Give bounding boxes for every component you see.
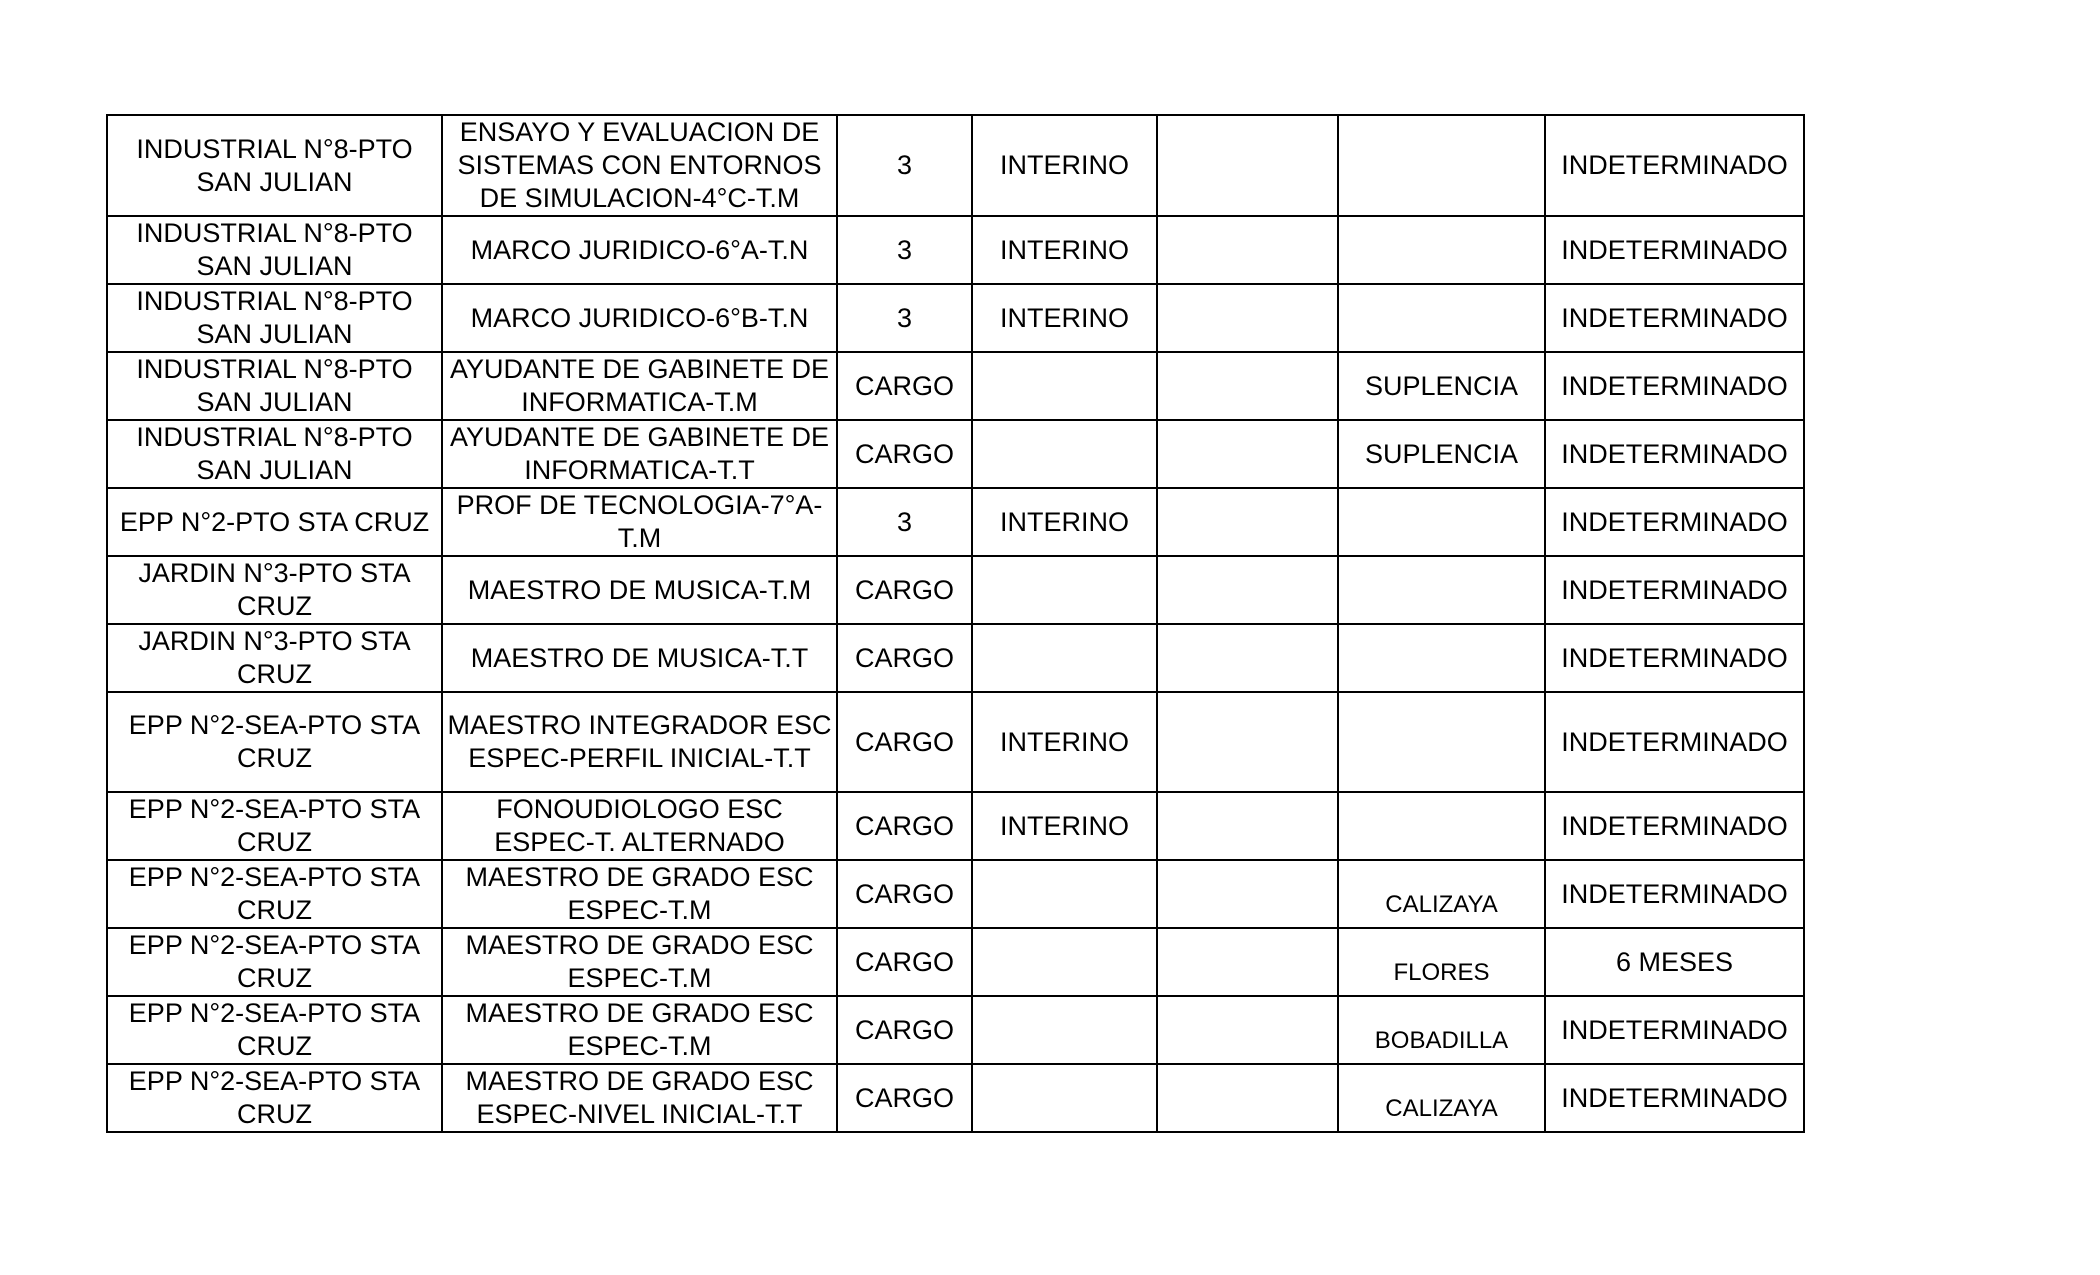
school-cell: EPP N°2-SEA-PTO STA CRUZ bbox=[107, 996, 442, 1064]
hours-cell: 3 bbox=[837, 216, 972, 284]
subject-cell: MARCO JURIDICO-6°A-T.N bbox=[442, 216, 837, 284]
duration-cell: INDETERMINADO bbox=[1545, 792, 1804, 860]
school-cell: INDUSTRIAL N°8-PTO SAN JULIAN bbox=[107, 284, 442, 352]
duration-cell: INDETERMINADO bbox=[1545, 556, 1804, 624]
table-row bbox=[107, 1064, 1804, 1132]
replacement-cell bbox=[1338, 692, 1545, 792]
duration-cell: INDETERMINADO bbox=[1545, 488, 1804, 556]
blank-cell bbox=[1157, 860, 1338, 928]
status-cell: INTERINO bbox=[972, 115, 1157, 216]
status-cell bbox=[972, 1064, 1157, 1132]
replacement-cell bbox=[1338, 115, 1545, 216]
hours-cell: CARGO bbox=[837, 928, 972, 996]
school-cell: EPP N°2-SEA-PTO STA CRUZ bbox=[107, 928, 442, 996]
duration-cell: INDETERMINADO bbox=[1545, 352, 1804, 420]
blank-cell bbox=[1157, 624, 1338, 692]
status-cell bbox=[972, 928, 1157, 996]
table-row bbox=[107, 352, 1804, 420]
replacement-cell: SUPLENCIA bbox=[1338, 352, 1545, 420]
subject-cell: FONOUDIOLOGO ESC ESPEC-T. ALTERNADO bbox=[442, 792, 837, 860]
duration-cell: INDETERMINADO bbox=[1545, 420, 1804, 488]
subject-cell: MAESTRO INTEGRADOR ESC ESPEC-PERFIL INICIAL-T.T bbox=[442, 692, 837, 792]
subject-cell: MAESTRO DE GRADO ESC ESPEC-T.M bbox=[442, 860, 837, 928]
replacement-cell: FLORES bbox=[1338, 928, 1545, 996]
subject-cell: MAESTRO DE MUSICA-T.M bbox=[442, 556, 837, 624]
table-row bbox=[107, 556, 1804, 624]
blank-cell bbox=[1157, 1064, 1338, 1132]
duration-cell: INDETERMINADO bbox=[1545, 216, 1804, 284]
table-row bbox=[107, 624, 1804, 692]
school-cell: INDUSTRIAL N°8-PTO SAN JULIAN bbox=[107, 216, 442, 284]
subject-cell: MARCO JURIDICO-6°B-T.N bbox=[442, 284, 837, 352]
hours-cell: 3 bbox=[837, 488, 972, 556]
hours-cell: 3 bbox=[837, 284, 972, 352]
school-cell: EPP N°2-PTO STA CRUZ bbox=[107, 488, 442, 556]
blank-cell bbox=[1157, 115, 1338, 216]
blank-cell bbox=[1157, 556, 1338, 624]
hours-cell: 3 bbox=[837, 115, 972, 216]
school-cell: INDUSTRIAL N°8-PTO SAN JULIAN bbox=[107, 352, 442, 420]
duration-cell: INDETERMINADO bbox=[1545, 624, 1804, 692]
subject-cell: AYUDANTE DE GABINETE DE INFORMATICA-T.T bbox=[442, 420, 837, 488]
blank-cell bbox=[1157, 216, 1338, 284]
subject-cell: MAESTRO DE GRADO ESC ESPEC-NIVEL INICIAL-T.T bbox=[442, 1064, 837, 1132]
status-cell: INTERINO bbox=[972, 284, 1157, 352]
school-cell: EPP N°2-SEA-PTO STA CRUZ bbox=[107, 860, 442, 928]
subject-cell: MAESTRO DE GRADO ESC ESPEC-T.M bbox=[442, 996, 837, 1064]
table-row bbox=[107, 115, 1804, 216]
blank-cell bbox=[1157, 792, 1338, 860]
table-row bbox=[107, 488, 1804, 556]
table-row bbox=[107, 792, 1804, 860]
table-row bbox=[107, 692, 1804, 792]
duration-cell: INDETERMINADO bbox=[1545, 692, 1804, 792]
blank-cell bbox=[1157, 352, 1338, 420]
blank-cell bbox=[1157, 488, 1338, 556]
replacement-cell bbox=[1338, 216, 1545, 284]
subject-cell: ENSAYO Y EVALUACION DE SISTEMAS CON ENTORNOS DE SIMULACION-4°C-T.M bbox=[442, 115, 837, 216]
blank-cell bbox=[1157, 996, 1338, 1064]
school-cell: EPP N°2-SEA-PTO STA CRUZ bbox=[107, 792, 442, 860]
hours-cell: CARGO bbox=[837, 556, 972, 624]
positions-table bbox=[106, 114, 1805, 1133]
blank-cell bbox=[1157, 284, 1338, 352]
status-cell: INTERINO bbox=[972, 792, 1157, 860]
duration-cell: INDETERMINADO bbox=[1545, 115, 1804, 216]
replacement-cell bbox=[1338, 792, 1545, 860]
status-cell bbox=[972, 996, 1157, 1064]
table-row bbox=[107, 996, 1804, 1064]
school-cell: INDUSTRIAL N°8-PTO SAN JULIAN bbox=[107, 115, 442, 216]
subject-cell: MAESTRO DE MUSICA-T.T bbox=[442, 624, 837, 692]
school-cell: EPP N°2-SEA-PTO STA CRUZ bbox=[107, 1064, 442, 1132]
status-cell: INTERINO bbox=[972, 216, 1157, 284]
table-row bbox=[107, 860, 1804, 928]
status-cell bbox=[972, 352, 1157, 420]
replacement-cell bbox=[1338, 624, 1545, 692]
hours-cell: CARGO bbox=[837, 624, 972, 692]
hours-cell: CARGO bbox=[837, 792, 972, 860]
duration-cell: INDETERMINADO bbox=[1545, 1064, 1804, 1132]
school-cell: INDUSTRIAL N°8-PTO SAN JULIAN bbox=[107, 420, 442, 488]
subject-cell: AYUDANTE DE GABINETE DE INFORMATICA-T.M bbox=[442, 352, 837, 420]
status-cell bbox=[972, 420, 1157, 488]
status-cell: INTERINO bbox=[972, 488, 1157, 556]
replacement-cell: BOBADILLA bbox=[1338, 996, 1545, 1064]
duration-cell: INDETERMINADO bbox=[1545, 284, 1804, 352]
duration-cell: INDETERMINADO bbox=[1545, 860, 1804, 928]
replacement-cell bbox=[1338, 556, 1545, 624]
blank-cell bbox=[1157, 928, 1338, 996]
blank-cell bbox=[1157, 420, 1338, 488]
school-cell: EPP N°2-SEA-PTO STA CRUZ bbox=[107, 692, 442, 792]
duration-cell: INDETERMINADO bbox=[1545, 996, 1804, 1064]
hours-cell: CARGO bbox=[837, 1064, 972, 1132]
replacement-cell: CALIZAYA bbox=[1338, 1064, 1545, 1132]
subject-cell: PROF DE TECNOLOGIA-7°A-T.M bbox=[442, 488, 837, 556]
subject-cell: MAESTRO DE GRADO ESC ESPEC-T.M bbox=[442, 928, 837, 996]
replacement-cell: CALIZAYA bbox=[1338, 860, 1545, 928]
hours-cell: CARGO bbox=[837, 352, 972, 420]
hours-cell: CARGO bbox=[837, 996, 972, 1064]
status-cell: INTERINO bbox=[972, 692, 1157, 792]
hours-cell: CARGO bbox=[837, 860, 972, 928]
hours-cell: CARGO bbox=[837, 692, 972, 792]
table-row bbox=[107, 216, 1804, 284]
blank-cell bbox=[1157, 692, 1338, 792]
duration-cell: 6 MESES bbox=[1545, 928, 1804, 996]
status-cell bbox=[972, 624, 1157, 692]
table-row bbox=[107, 928, 1804, 996]
hours-cell: CARGO bbox=[837, 420, 972, 488]
status-cell bbox=[972, 556, 1157, 624]
school-cell: JARDIN N°3-PTO STA CRUZ bbox=[107, 624, 442, 692]
replacement-cell: SUPLENCIA bbox=[1338, 420, 1545, 488]
replacement-cell bbox=[1338, 488, 1545, 556]
table-row bbox=[107, 420, 1804, 488]
table-row bbox=[107, 284, 1804, 352]
replacement-cell bbox=[1338, 284, 1545, 352]
status-cell bbox=[972, 860, 1157, 928]
school-cell: JARDIN N°3-PTO STA CRUZ bbox=[107, 556, 442, 624]
